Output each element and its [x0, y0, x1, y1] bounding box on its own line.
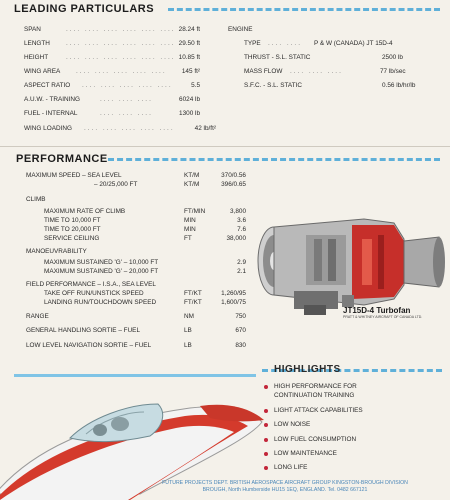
spec-value: 42 lb/ft²	[194, 125, 216, 132]
engine-spec-value: 0.56 lb/hr/lb	[382, 82, 416, 89]
spec-value: 6024 lb	[179, 96, 200, 103]
spec-label: A.U.W. - TRAINING	[24, 96, 80, 103]
spec-label: WING AREA	[24, 68, 61, 75]
perf-value: 38,000	[226, 235, 246, 242]
perf-label: MAXIMUM RATE OF CLIMB	[44, 208, 126, 215]
perf-unit: FT/KT	[184, 299, 202, 306]
leader-dots: .... .... .... .... .... ....	[66, 26, 176, 33]
perf-value: 7.6	[237, 226, 246, 233]
spec-label: FUEL - INTERNAL	[24, 110, 78, 117]
spec-value: 10.85 ft	[178, 54, 200, 61]
spec-label: HEIGHT	[24, 54, 49, 61]
perf-unit: LB	[184, 342, 192, 349]
perf-value: 370/0.56	[221, 172, 246, 179]
engine-spec-label: MASS FLOW	[244, 68, 283, 75]
section-divider	[0, 146, 450, 147]
perf-value: 2.1	[237, 268, 246, 275]
perf-label: LANDING RUN/TOUCHDOWN SPEED	[44, 299, 157, 306]
bullet-icon	[264, 438, 268, 442]
leader-dots: .... .... ....	[290, 68, 343, 75]
highlights-title: HIGHLIGHTS	[274, 364, 341, 375]
perf-label: – 20/25,000 FT	[94, 181, 138, 188]
leader-dots: .... .... .... .... .... ....	[66, 40, 176, 47]
engine-manufacturer-caption: PRATT & WHITNEY AIRCRAFT OF CANADA LTD.	[343, 315, 423, 319]
footer-line-2: BROUGH, North Humberside HU15 1EQ, ENGLAND. Tel. 0482 667121	[202, 487, 368, 493]
highlight-item: LOW NOISE	[274, 421, 311, 428]
engine-heading: ENGINE	[228, 26, 253, 33]
engine-spec-value: 2500 lb	[382, 54, 403, 61]
highlight-item: LONG LIFE	[274, 464, 308, 471]
perf-label: MAXIMUM SUSTAINED 'G' – 10,000 FT	[44, 259, 159, 266]
perf-value: 830	[235, 342, 246, 349]
highlight-item: LOW FUEL CONSUMPTION	[274, 436, 357, 443]
perf-unit: FT	[184, 235, 192, 242]
perf-unit: MIN	[184, 226, 196, 233]
bullet-icon	[264, 466, 268, 470]
highlight-item: CONTINUATION TRAINING	[274, 392, 355, 399]
engine-spec-label: THRUST - S.L. STATIC	[244, 54, 311, 61]
perf-label: GENERAL HANDLING SORTIE – FUEL	[26, 327, 140, 334]
performance-title: PERFORMANCE	[16, 153, 108, 165]
perf-group-label: CLIMB	[26, 196, 46, 203]
footer-address	[120, 480, 450, 494]
perf-unit: FT/KT	[184, 290, 202, 297]
perf-unit: KT/M	[184, 181, 200, 188]
engine-spec-value: 77 lb/sec	[380, 68, 406, 75]
perf-unit: FT/MIN	[184, 208, 206, 215]
performance-dash-line	[108, 158, 440, 161]
decorative-blue-band	[14, 374, 256, 377]
spec-label: LENGTH	[24, 40, 50, 47]
leader-dots: .... .... .... .... ....	[84, 125, 175, 132]
perf-label: LOW LEVEL NAVIGATION SORTIE – FUEL	[26, 342, 152, 349]
leading-particulars-title: LEADING PARTICULARS	[14, 3, 155, 15]
spec-value: 1300 lb	[179, 110, 200, 117]
spec-value: 145 ft²	[181, 68, 200, 75]
engine-caption: JT15D-4 Turbofan	[343, 306, 411, 315]
spec-value: 29.50 ft	[178, 40, 200, 47]
perf-group-label: MANOEUVRABILITY	[26, 248, 87, 255]
perf-label: MAXIMUM SPEED – SEA LEVEL	[26, 172, 122, 179]
header-dash-line	[168, 8, 440, 11]
leader-dots: .... ....	[268, 40, 302, 47]
bullet-icon	[264, 423, 268, 427]
leader-dots: .... .... .... .... .... ....	[66, 54, 176, 61]
perf-unit: LB	[184, 327, 192, 334]
engine-spec-label: S.F.C. - S.L. STATIC	[244, 82, 302, 89]
perf-label: TAKE OFF RUN/UNSTICK SPEED	[44, 290, 144, 297]
spec-label: ASPECT RATIO	[24, 82, 71, 89]
highlight-item: HIGH PERFORMANCE FOR	[274, 383, 357, 390]
bullet-icon	[264, 385, 268, 389]
perf-value: 670	[235, 327, 246, 334]
highlight-item: LIGHT ATTACK CAPABILITIES	[274, 407, 363, 414]
spec-value: 5.5	[191, 82, 200, 89]
engine-spec-label: TYPE	[244, 40, 261, 47]
leader-dots: .... .... ....	[100, 110, 153, 117]
perf-label: SERVICE CEILING	[44, 235, 100, 242]
perf-label: TIME TO 20,000 FT	[44, 226, 101, 233]
leader-dots: .... .... ....	[100, 96, 153, 103]
spec-label: WING LOADING	[24, 125, 72, 132]
perf-label: RANGE	[26, 313, 49, 320]
perf-unit: NM	[184, 313, 194, 320]
perf-unit: KT/M	[184, 172, 200, 179]
footer-line-1: FUTURE PROJECTS DEPT. BRITISH AEROSPACE AIRCRAFT GROUP KINGSTON-BROUGH DIVISION	[162, 480, 408, 486]
engine-spec-value: P & W (CANADA) JT 15D-4	[314, 40, 393, 47]
perf-label: MAXIMUM SUSTAINED 'G' – 20,000 FT	[44, 268, 159, 275]
highlight-item: LOW MAINTENANCE	[274, 450, 337, 457]
leader-dots: .... .... .... .... ....	[82, 82, 173, 89]
perf-value: 750	[235, 313, 246, 320]
perf-unit: MIN	[184, 217, 196, 224]
perf-value: 3.6	[237, 217, 246, 224]
perf-value: 396/0.65	[221, 181, 246, 188]
spec-label: SPAN	[24, 26, 41, 33]
perf-value: 2.9	[237, 259, 246, 266]
perf-value: 1,260/95	[221, 290, 246, 297]
perf-value: 1,600/75	[221, 299, 246, 306]
perf-value: 3,800	[230, 208, 246, 215]
leader-dots: .... .... .... .... ....	[76, 68, 167, 75]
perf-label: TIME TO 10,000 FT	[44, 217, 101, 224]
bullet-icon	[264, 409, 268, 413]
bullet-icon	[264, 452, 268, 456]
spec-value: 28.24 ft	[178, 26, 200, 33]
perf-group-label: FIELD PERFORMANCE – I.S.A., SEA LEVEL	[26, 281, 156, 288]
